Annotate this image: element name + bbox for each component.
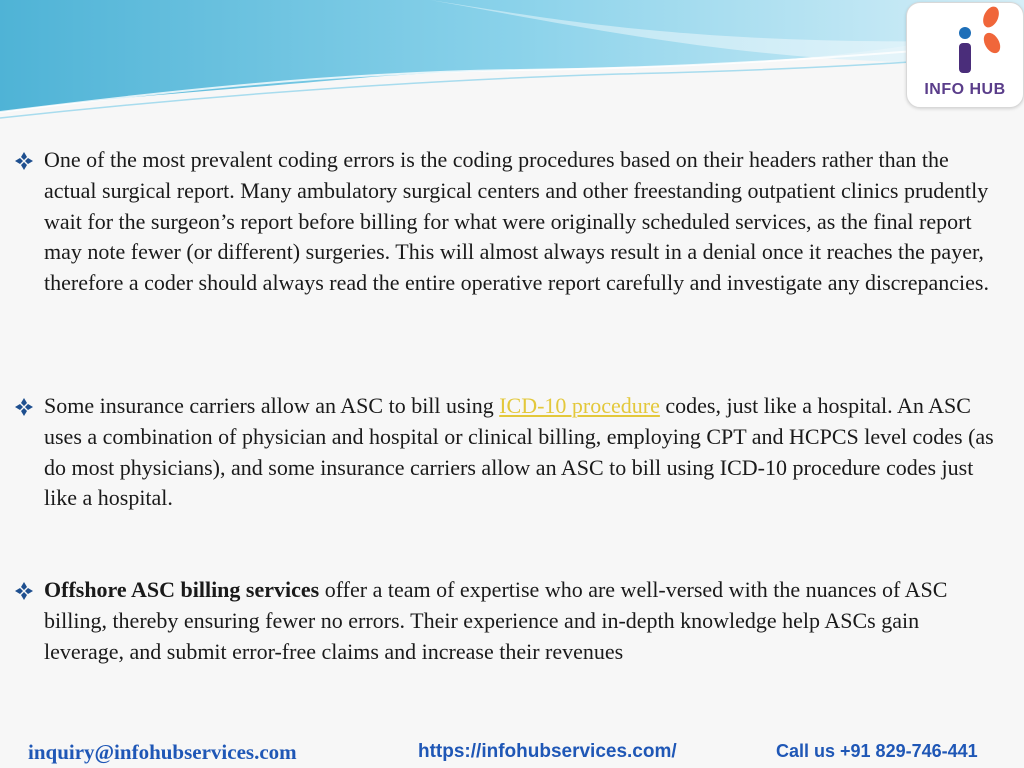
icd-10-procedure-link[interactable]: ICD-10 procedure — [499, 393, 660, 418]
diamond-bullet-icon — [14, 151, 34, 171]
bullet-text — [44, 575, 1004, 667]
logo-text: INFO HUB — [924, 81, 1006, 98]
bullet-bold-lead: Offshore ASC billing services — [44, 577, 320, 602]
diamond-bullet-icon — [14, 581, 34, 601]
info-hub-logo — [906, 2, 1024, 108]
diamond-bullet-icon — [14, 397, 34, 417]
bullet-text — [44, 391, 1004, 514]
footer-website-link[interactable]: https://infohubservices.com/ — [418, 741, 677, 762]
bullet-item — [14, 575, 1004, 667]
info-hub-logo-mark-icon — [907, 3, 1023, 83]
footer-email-link[interactable]: inquiry@infohubservices.com — [28, 740, 297, 764]
bullet-text: One of the most prevalent coding errors is the coding procedures based on their headers rather than the actual surgical report. Many ambulatory surgical centers and other freestanding outpatient clinics prudently wait for the surgeon’s report before billing for what were originally scheduled services, as the final report may note fewer (or different) surgeries. This will almost always result in a denial once it reaches the payer, therefore a coder should always read the entire operative report carefully and investigate any discrepancies. — [44, 147, 989, 296]
header-wave — [0, 0, 1024, 130]
bullet-text-rest: offer a team of expertise who are well-versed with the nuances of ASC billing, thereby ensuring fewer no errors. Their experience and in-depth knowledge help ASCs gain leverage, and submit error-free claims and increase their revenues — [44, 577, 948, 664]
footer — [0, 738, 1024, 768]
bullet-text-before: Some insurance carriers allow an ASC to bill using — [44, 393, 500, 418]
bullet-item — [14, 145, 1004, 299]
bullet-text-after: codes, just like a hospital. An ASC uses a combination of physician and hospital or clinical billing, employing CPT and HCPCS level codes (as do most physicians), and some insurance carriers allow an ASC to bill using ICD-10 procedure codes just like a hospital. — [44, 393, 994, 511]
bullet-item — [14, 391, 1004, 514]
footer-phone: Call us +91 829-746-441 — [776, 741, 978, 761]
